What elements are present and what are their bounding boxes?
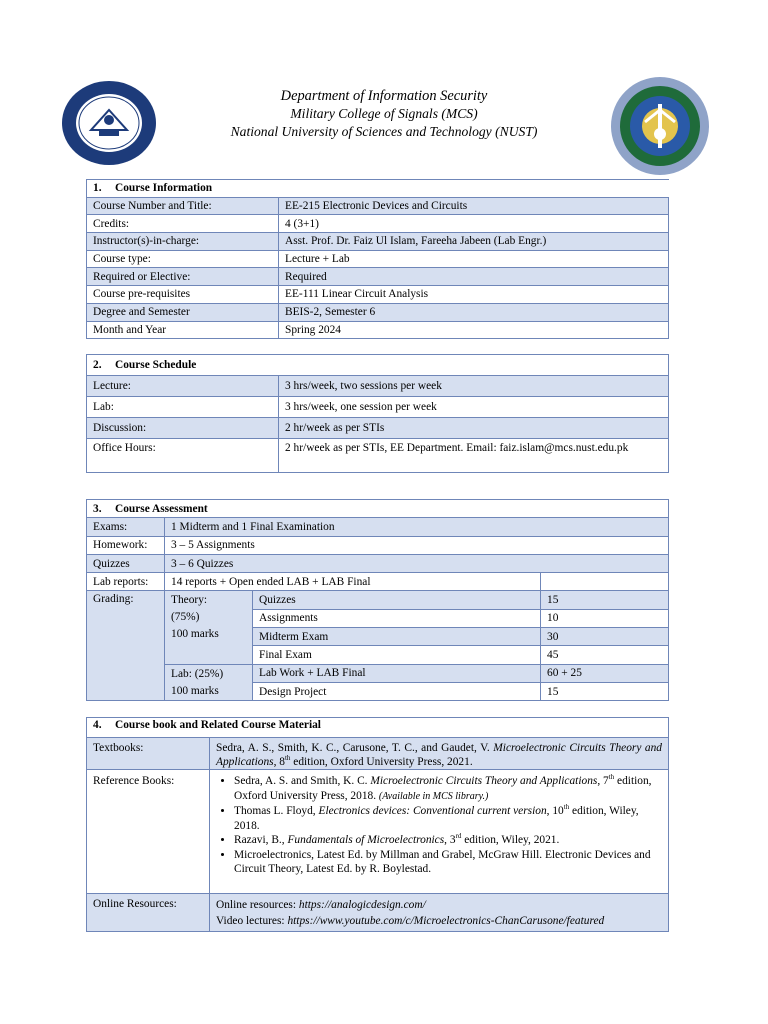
video-lecture-link[interactable]: https://www.youtube.com/c/Microelectronics-ChanCarusone/featured [287, 915, 605, 927]
table-row [87, 397, 669, 418]
college-name: Military College of Signals (MCS) [290, 106, 478, 121]
document-header [160, 87, 608, 141]
empty-cell [541, 573, 669, 591]
table-row [87, 894, 669, 932]
lab-label-line: 100 marks [171, 684, 219, 697]
table-row [87, 554, 669, 572]
section-number: 1. [93, 182, 102, 195]
table-row [87, 536, 669, 554]
row-label: Month and Year [87, 321, 279, 339]
nust-logo [61, 80, 157, 166]
row-value: 3 hrs/week, one session per week [279, 397, 669, 418]
grading-marks: 15 [541, 682, 669, 700]
row-label: Lab: [87, 397, 279, 418]
row-label: Degree and Semester [87, 303, 279, 321]
row-value: 1 Midterm and 1 Final Examination [165, 518, 669, 536]
table-row [87, 418, 669, 439]
list-item: • Razavi, B., Fundamentals of Microelectronics, 3rd edition, Wiley, 2021. [234, 833, 662, 848]
grading-label: Grading: [87, 591, 165, 701]
row-value: Asst. Prof. Dr. Faiz Ul Islam, Fareeha Jabeen (Lab Engr.) [279, 233, 669, 251]
row-value: Required [279, 268, 669, 286]
row-value: 14 reports + Open ended LAB + LAB Final [165, 573, 541, 591]
lab-label [165, 664, 253, 701]
table-row [87, 439, 669, 473]
theory-label [165, 591, 253, 664]
section-number: 2. [93, 359, 102, 371]
list-item: • Thomas L. Floyd, Electronics devices: Conventional current version, 10th edition, Wiley, 2018. [234, 804, 662, 833]
theory-label-line: Theory: [171, 594, 208, 607]
video-lecture-line: Video lectures: https://www.youtube.com/c/Microelectronics-ChanCarusone/featured [216, 915, 605, 927]
section-title: Course Assessment [115, 502, 208, 515]
row-label: Course Number and Title: [87, 197, 279, 215]
row-value: 3 hrs/week, two sessions per week [279, 376, 669, 397]
section-header [87, 180, 669, 198]
table-row [87, 250, 669, 268]
table-row [87, 303, 669, 321]
table-row [87, 591, 669, 609]
lab-label-line: Lab: (25%) [171, 667, 224, 680]
row-label: Credits: [87, 215, 279, 233]
online-resource-line: Online resources: https://analogicdesign.com/ [216, 899, 426, 911]
grading-item: Quizzes [253, 591, 541, 609]
row-label: Office Hours: [87, 439, 279, 473]
university-name: National University of Sciences and Technology (NUST) [230, 124, 538, 139]
grading-item: Assignments [253, 609, 541, 627]
row-label: Instructor(s)-in-charge: [87, 233, 279, 251]
reference-list [210, 770, 669, 894]
row-label: Textbooks: [87, 738, 210, 770]
online-resources [210, 894, 669, 932]
table-row [87, 268, 669, 286]
row-label: Quizzes [87, 554, 165, 572]
section-title: Course Information [115, 182, 213, 195]
table-row [87, 573, 669, 591]
department-name: Department of Information Security [280, 88, 488, 104]
row-label: Course type: [87, 250, 279, 268]
section-number: 4. [93, 719, 102, 731]
course-assessment-table [86, 499, 669, 701]
row-value: Spring 2024 [279, 321, 669, 339]
section-header [87, 718, 669, 738]
section-title: Course Schedule [115, 359, 197, 371]
row-label: Discussion: [87, 418, 279, 439]
row-value: Lecture + Lab [279, 250, 669, 268]
table-row [87, 738, 669, 770]
theory-label-line: (75%) [171, 611, 200, 624]
table-row [87, 321, 669, 339]
table-row [87, 376, 669, 397]
grading-marks: 30 [541, 628, 669, 646]
grading-item: Final Exam [253, 646, 541, 664]
row-label: Reference Books: [87, 770, 210, 894]
row-value: BEIS-2, Semester 6 [279, 303, 669, 321]
table-row [87, 233, 669, 251]
row-value: 2 hr/week as per STIs [279, 418, 669, 439]
table-row [87, 518, 669, 536]
grading-item: Lab Work + LAB Final [253, 664, 541, 682]
section-number: 3. [93, 502, 102, 515]
grading-marks: 45 [541, 646, 669, 664]
grading-marks: 60 + 25 [541, 664, 669, 682]
row-label: Online Resources: [87, 894, 210, 932]
row-value: 4 (3+1) [279, 215, 669, 233]
grading-marks: 10 [541, 609, 669, 627]
online-resource-link[interactable]: https://analogicdesign.com/ [298, 899, 426, 911]
row-value: 3 – 6 Quizzes [165, 554, 669, 572]
table-row [87, 770, 669, 894]
textbook-entry: Sedra, A. S., Smith, K. C., Carusone, T. C., and Gaudet, V. Microelectronic Circuits Theory and Applications, 8th edition, Oxford University Press, 2021. [210, 738, 669, 770]
grading-item: Midterm Exam [253, 628, 541, 646]
row-label: Homework: [87, 536, 165, 554]
row-label: Lecture: [87, 376, 279, 397]
list-item: • Microelectronics, Latest Ed. by Millman and Grabel, McGraw Hill. Electronic Devices and Circuit Theory, Latest Ed. by R. Boylestad. [234, 848, 662, 877]
table-row [87, 215, 669, 233]
row-label: Required or Elective: [87, 268, 279, 286]
section-header [87, 500, 669, 518]
row-label: Exams: [87, 518, 165, 536]
section-title: Course book and Related Course Material [115, 719, 321, 731]
mcs-logo [609, 76, 711, 176]
row-label: Course pre-requisites [87, 286, 279, 304]
row-value: EE-215 Electronic Devices and Circuits [279, 197, 669, 215]
list-item: • Sedra, A. S. and Smith, K. C. Microelectronic Circuits Theory and Applications, 7th edition, Oxford University Press, 2018. (Available in MCS library.) [234, 774, 662, 804]
grading-marks: 15 [541, 591, 669, 609]
table-row [87, 664, 669, 682]
course-schedule-table [86, 354, 669, 473]
row-label: Lab reports: [87, 573, 165, 591]
course-books-table [86, 717, 669, 932]
row-value: 2 hr/week as per STIs, EE Department. Email: faiz.islam@mcs.nust.edu.pk [279, 439, 669, 473]
row-value: 3 – 5 Assignments [165, 536, 669, 554]
table-row [87, 286, 669, 304]
theory-label-line: 100 marks [171, 628, 219, 641]
course-information-table [86, 179, 669, 339]
grading-item: Design Project [253, 682, 541, 700]
table-row [87, 197, 669, 215]
section-header [87, 355, 669, 376]
row-value: EE-111 Linear Circuit Analysis [279, 286, 669, 304]
